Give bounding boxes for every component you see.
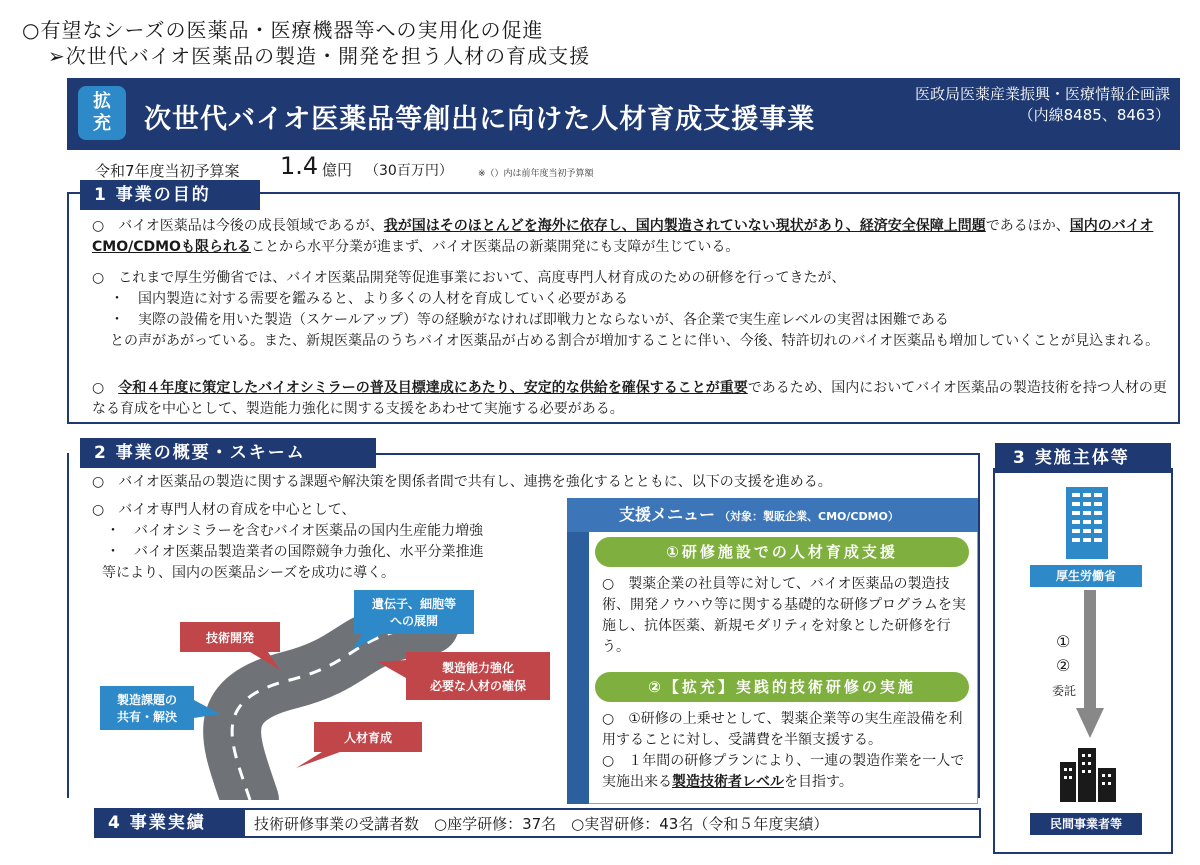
purpose-paragraph-1 <box>92 216 1174 258</box>
intro-heading-2: ➢次世代バイオ医薬品の製造・開発を担う人材の育成支援 <box>48 44 591 68</box>
budget-amount: 1.4 <box>280 152 319 180</box>
label-gene: 遺伝子、細胞等 <box>371 597 457 611</box>
section2-left-rule <box>67 453 69 798</box>
label-issues: 製造課題の <box>116 693 178 707</box>
p3-c: であるため、国内においてバイオ医薬品の製造技術を持つ人材の更なる育成を中心として、製造能力強化に関する支援をあわせて実施する必要がある。 <box>92 380 1167 417</box>
road-illustration <box>100 590 560 800</box>
label-tech: 技術開発 <box>205 631 255 645</box>
step-2: ② <box>1056 656 1071 675</box>
page-title: 次世代バイオ医薬品等創出に向けた人材育成支援事業 <box>144 104 816 135</box>
p3-b: 令和４年度に策定したバイオシミラーの普及目標達成にあたり、安定的な供給を確保することが重要 <box>118 380 748 396</box>
section2-right-rule <box>978 453 980 798</box>
scheme-tail: 等により、国内の医薬品シーズを成功に導く。 <box>102 565 396 581</box>
down-arrow-icon <box>1076 590 1104 740</box>
label-capacity: 製造能力強化 <box>441 661 515 675</box>
step-1: ① <box>1056 632 1071 651</box>
intro-heading-1: ○有望なシーズの医薬品・医療機器等への実用化の促進 <box>22 18 544 42</box>
label-issues-2: 共有・解決 <box>116 710 178 724</box>
support-title-text: 支援メニュー <box>619 505 716 524</box>
budget-unit: 億円 <box>322 161 353 179</box>
support-item1-title: ①研修施設での人材育成支援 <box>595 537 969 567</box>
private-operators-label: 民間事業者等 <box>1030 813 1142 835</box>
scheme-bullet-1: ・ バイオシミラーを含むバイオ医薬品の国内生産能力増強 <box>106 523 484 539</box>
label-capacity-2: 必要な人材の確保 <box>429 679 527 693</box>
support-menu-title <box>567 498 978 532</box>
support-item2-title: ②【拡充】実践的技術研修の実施 <box>595 672 969 702</box>
department-name: 医政局医薬産業振興・医療情報企画課 <box>914 85 1170 103</box>
p1-a: ○ バイオ医薬品は今後の成長領域であるが、 <box>92 218 384 234</box>
item2-text2-c: を目指す。 <box>784 774 853 790</box>
p1-d: 国内のバイオCMO/CDMOも限られる <box>92 218 1154 255</box>
expansion-badge <box>78 86 126 140</box>
label-gene-2: への展開 <box>389 614 439 628</box>
section4-results: 技術研修事業の受講者数 ○座学研修：37名 ○実習研修：43名（令和５年度実績） <box>254 815 829 833</box>
support-target: （対象：製販企業、CMO/CDMO） <box>719 510 899 523</box>
p1-b: 我が国はそのほとんどを海外に依存し、国内製造されていない現状があり、経済安全保障上問題 <box>383 218 986 234</box>
section2-rule <box>376 453 980 455</box>
item2-text2-b: 製造技術者レベル <box>672 774 784 790</box>
support-item1-text: ○ 製薬企業の社員等に対して、バイオ医薬品の製造技術、開発ノウハウ等に関する基礎的な研修プログラムを実施し、抗体医薬、新規モダリティを対象とした研修を行う。 <box>602 576 966 655</box>
support-side-strip <box>567 532 589 804</box>
p1-e: ことから水平分業が進まず、バイオ医薬品の新薬開発にも支障が生じている。 <box>250 239 740 255</box>
purpose-paragraph-2: ○ これまで厚生労働省では、バイオ医薬品開発等促進事業において、高度専門人材育成のための研修を行ってきたが、 <box>92 270 846 286</box>
support-item2-text2 <box>602 751 968 793</box>
office-building-icon <box>1062 487 1112 559</box>
department-extension: （内線8485、8463） <box>1018 106 1170 124</box>
badge-top-char: 拡 <box>93 91 111 112</box>
scheme-paragraph-2: ○ バイオ専門人材の育成を中心として、 <box>92 502 356 518</box>
label-pointer-talent <box>296 752 340 768</box>
label-pointer-capacity <box>378 660 406 678</box>
consign-label: 委託 <box>1052 684 1077 698</box>
scheme-bullet-2: ・ バイオ医薬品製造業者の国際競争力強化、水平分業推進 <box>106 544 484 560</box>
department-info <box>915 84 1170 126</box>
company-buildings-icon <box>1058 748 1118 802</box>
support-item2-text1: ○ ①研修の上乗せとして、製薬企業等の実生産設備を利用することに対し、受講費を半額支援する。 <box>602 711 963 748</box>
section2-heading: 2 事業の概要・スキーム <box>80 438 376 468</box>
section3-heading: 3 実施主体等 <box>995 443 1171 473</box>
scheme-intro: ○ バイオ医薬品の製造に関する課題や解決策を関係者間で共有し、連携を強化するとともに、以下の支援を進める。 <box>92 474 832 490</box>
p1-c: であるほか、 <box>985 218 1070 234</box>
budget-previous: （30百万円） <box>365 163 453 179</box>
purpose-bullet-1: ・ 国内製造に対する需要を鑑みると、より多くの人材を育成していく必要がある <box>110 291 628 307</box>
label-talent: 人材育成 <box>343 731 393 745</box>
purpose-paragraph-2-tail: との声があがっている。また、新規医薬品のうちバイオ医薬品が占める割合が増加することに伴い、今後、特許切れのバイオ医薬品も増加していくことが見込まれる。 <box>110 333 1160 349</box>
purpose-paragraph-3 <box>92 378 1174 420</box>
item2-text2-a: ○ １年間の研修プランにより、一連の製造作業を一人で実施出来る <box>602 753 965 790</box>
section4-heading: 4 事業実績 <box>94 808 243 838</box>
section1-heading: 1 事業の目的 <box>80 180 260 210</box>
p3-a: ○ <box>92 380 119 396</box>
mhlw-label: 厚生労働省 <box>1030 565 1142 587</box>
budget-note: ※（）内は前年度当初予算額 <box>478 169 594 179</box>
budget-label: 令和7年度当初予算案 <box>95 162 240 180</box>
badge-bottom-char: 充 <box>93 113 111 134</box>
purpose-bullet-2: ・ 実際の設備を用いた製造（スケールアップ）等の経験がなければ即戦力とならないが、各企業で実生産レベルの実習は困難である <box>110 312 949 328</box>
